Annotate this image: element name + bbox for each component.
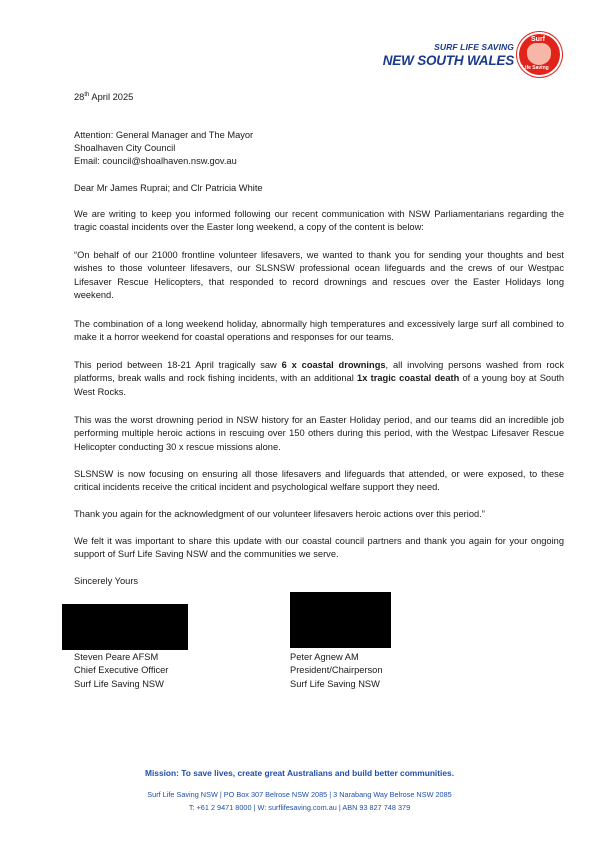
signatory-1-org: Surf Life Saving NSW [74, 678, 164, 689]
address-org: Shoalhaven City Council [74, 143, 176, 153]
signatory-2 [290, 651, 383, 691]
surf-life-saving-badge-icon [519, 34, 560, 75]
salutation: Dear Mr James Ruprai; and Clr Patricia White [74, 183, 263, 193]
paragraph-4: This period between 18-21 April tragically saw 6 x coastal drownings, all involving persons washed from rock platforms, break walls and rock fishing incidents, with an additional 1x tragic coastal death of a young boy at South West Rocks. [74, 360, 564, 397]
address-email: Email: council@shoalhaven.nsw.gov.au [74, 156, 237, 166]
signatory-2-name: Peter Agnew AM [290, 652, 359, 662]
signatory-1-name: Steven Peare AFSM [74, 652, 159, 662]
mission-statement: Mission: To save lives, create great Australians and build better communities. [144, 768, 455, 778]
address-attention: Attention: General Manager and The Mayor [74, 130, 254, 140]
signatory-2-org: Surf Life Saving NSW [290, 678, 380, 689]
paragraph-1: We are writing to keep you informed following our recent communication with NSW Parliamentarians regarding the tragic coastal incidents over the Easter long weekend, a copy of the content is below: [74, 209, 564, 233]
paragraph-7: Thank you again for the acknowledgment of our volunteer lifesavers heroic actions over this period.” [74, 509, 485, 519]
closing: Sincerely Yours [74, 576, 139, 586]
redacted-signature-2 [290, 592, 391, 648]
footer-address: Surf Life Saving NSW | PO Box 307 Belrose NSW 2085 | 3 Narabang Way Belrose NSW 2085 [147, 790, 452, 799]
signatory-1-title: Chief Executive Officer [74, 665, 169, 676]
paragraph-3: The combination of a long weekend holiday, abnormally high temperatures and excessively large surf all combined to make it a horror weekend for coastal operations and responses for our teams. [74, 319, 564, 343]
badge-top-text: Surf [531, 36, 545, 43]
paragraph-2: “On behalf of our 21000 frontline volunteer lifesavers, we wanted to thank you for sending your thoughts and best wishes to those volunteer lifesavers, our SLSNSW professional ocean lifeguards and the crews of our Westpac Lifesaver Rescue Helicopters, that responded to record drownings and rescues over the Easter Holidays long weekend. [74, 250, 564, 301]
footer-contact: T: +61 2 9471 8000 | W: surflifesaving.com.au | ABN 93 827 748 379 [188, 803, 411, 812]
letter-date: 28th April 2025 [74, 92, 134, 102]
logo-line-1: SURF LIFE SAVING [434, 42, 514, 52]
signatory-2-title: President/Chairperson [290, 665, 383, 676]
paragraph-5: This was the worst drowning period in NSW history for an Easter Holiday period, and our teams did an incredible job performing multiple heroic actions in rescuing over 150 others during this period, with the Westpac Lifesaver Rescue Helicopter conducting 30 x rescue missions alone. [74, 415, 564, 452]
paragraph-8: We felt it was important to share this update with our coastal council partners and thank you again for your ongoing support of Surf Life Saving NSW and the communities we serve. [74, 536, 564, 560]
logo-line-2: NEW SOUTH WALES [382, 53, 514, 68]
letterhead-logo [380, 38, 520, 78]
badge-bottom-text: Life Saving [522, 65, 549, 71]
paragraph-6: SLSNSW is now focusing on ensuring all those lifesavers and lifeguards that attended, or were exposed, to these critical incidents receive the critical incident and psychological welfare support they need. [74, 469, 564, 493]
redacted-signature-1 [62, 604, 188, 650]
signatory-1 [74, 651, 168, 691]
